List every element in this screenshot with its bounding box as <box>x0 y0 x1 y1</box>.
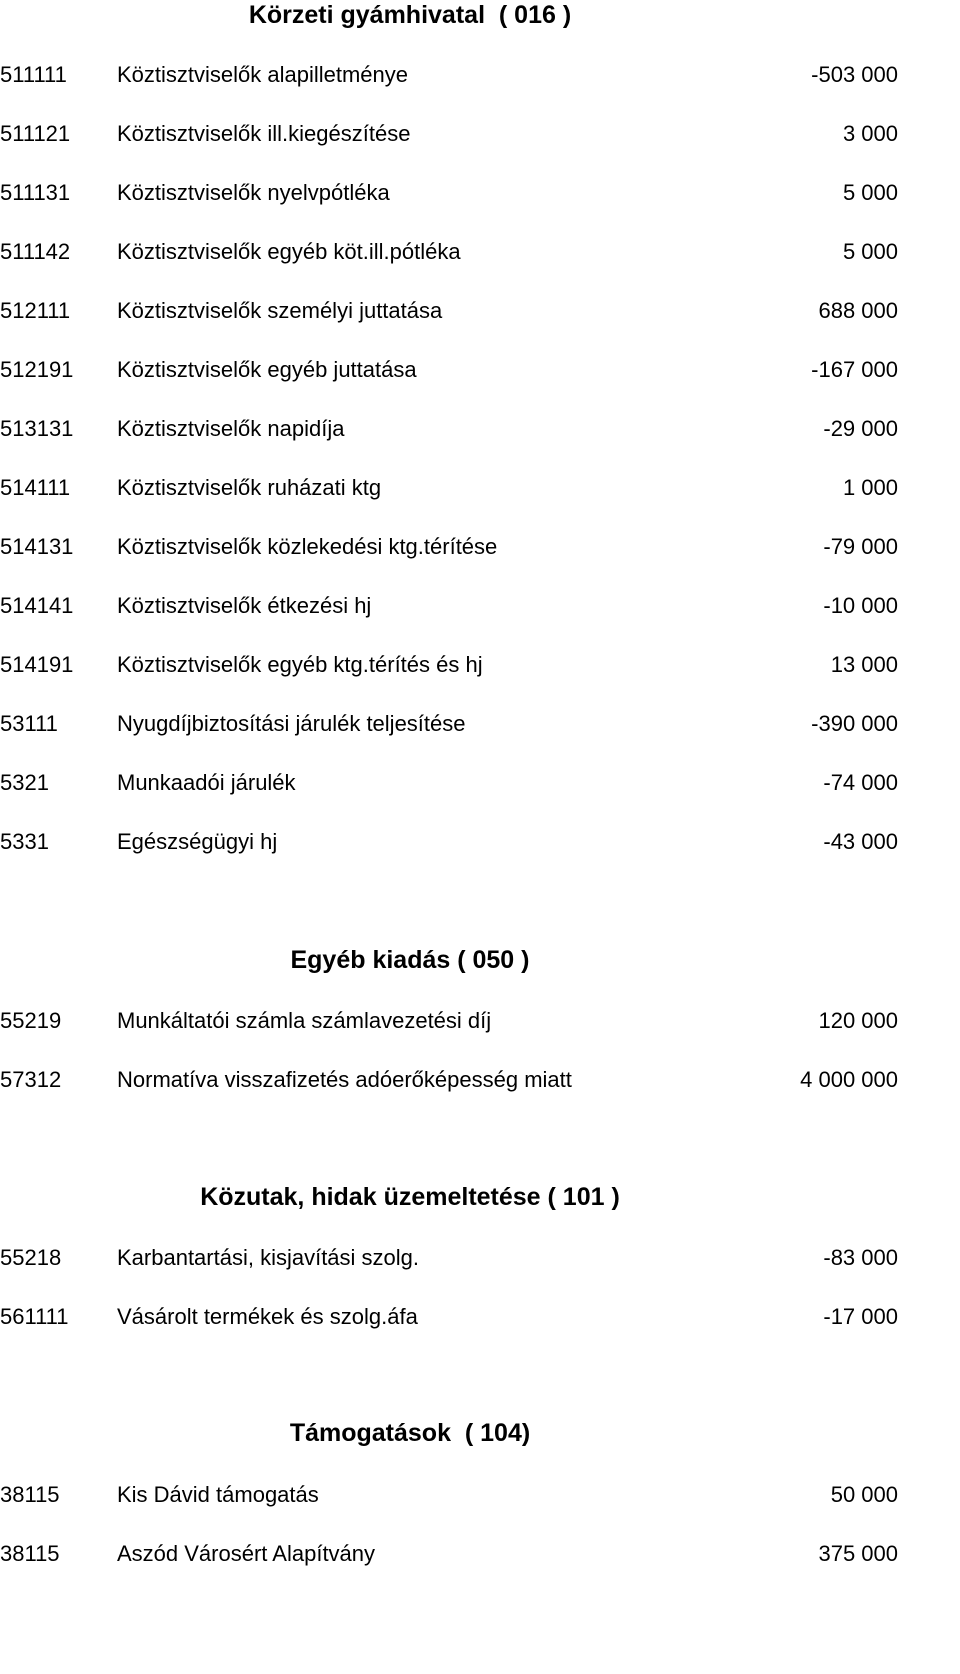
account-amount: -167 000 <box>811 357 898 382</box>
table-row <box>0 591 898 621</box>
account-code: 514141 <box>0 593 74 618</box>
account-code: 5331 <box>0 829 49 854</box>
account-amount: 4 000 000 <box>800 1067 898 1092</box>
account-code: 38115 <box>0 1482 60 1507</box>
account-description: Köztisztviselők egyéb juttatása <box>117 357 417 382</box>
account-amount: -29 000 <box>823 416 898 441</box>
account-description: Köztisztviselők napidíja <box>117 416 345 441</box>
account-description: Köztisztviselők alapilletménye <box>117 62 409 87</box>
account-code: 511142 <box>0 239 71 264</box>
account-amount: 3 000 <box>842 121 898 146</box>
account-description: Köztisztviselők egyéb köt.ill.pótléka <box>117 239 461 264</box>
table-row <box>0 1480 898 1510</box>
account-code: 514111 <box>0 475 71 500</box>
section-title-egyeb-kiadas: Egyéb kiadás ( 050 ) <box>290 946 530 974</box>
account-amount: 13 000 <box>830 652 898 677</box>
account-amount: 375 000 <box>818 1541 898 1566</box>
account-description: Aszód Városért Alapítvány <box>117 1541 376 1566</box>
table-row <box>0 1065 898 1095</box>
account-amount: -17 000 <box>823 1304 898 1329</box>
table-row <box>0 768 898 798</box>
account-amount: -390 000 <box>811 711 898 736</box>
account-amount: -10 000 <box>823 593 898 618</box>
account-description: Köztisztviselők nyelvpótléka <box>117 180 390 205</box>
account-code: 511111 <box>0 62 67 87</box>
account-amount: -74 000 <box>823 770 898 795</box>
account-code: 511121 <box>0 121 71 146</box>
table-row <box>0 532 898 562</box>
table-row <box>0 178 898 208</box>
table-row <box>0 650 898 680</box>
account-amount: -79 000 <box>823 534 898 559</box>
account-code: 512191 <box>0 357 74 382</box>
section-title-tamogatasok: Támogatások ( 104) <box>289 1419 531 1447</box>
account-code: 5321 <box>0 770 49 795</box>
account-description: Köztisztviselők személyi juttatása <box>117 298 443 323</box>
account-description: Egészségügyi hj <box>117 829 278 854</box>
account-description: Köztisztviselők ruházati ktg <box>117 475 382 500</box>
account-amount: 5 000 <box>842 239 898 264</box>
account-description: Köztisztviselők közlekedési ktg.térítése <box>117 534 498 559</box>
account-code: 512111 <box>0 298 71 323</box>
account-description: Nyugdíjbiztosítási járulék teljesítése <box>117 711 466 736</box>
account-amount: 688 000 <box>818 298 898 323</box>
account-description: Köztisztviselők ill.kiegészítése <box>117 121 411 146</box>
section-title-gyamhivatal: Körzeti gyámhivatal ( 016 ) <box>248 1 572 29</box>
table-row <box>0 60 898 90</box>
table-row <box>0 296 898 326</box>
account-code: 513131 <box>0 416 74 441</box>
account-amount: 5 000 <box>842 180 898 205</box>
account-code: 511131 <box>0 180 71 205</box>
account-amount: -83 000 <box>823 1245 898 1270</box>
account-code: 57312 <box>0 1067 62 1092</box>
account-code: 53111 <box>0 711 58 736</box>
account-description: Munkaadói járulék <box>117 770 296 795</box>
account-code: 55219 <box>0 1008 62 1033</box>
account-amount: -43 000 <box>823 829 898 854</box>
account-description: Karbantartási, kisjavítási szolg. <box>117 1245 420 1270</box>
table-row <box>0 1539 898 1569</box>
table-row <box>0 1243 898 1273</box>
account-code: 561111 <box>0 1304 69 1329</box>
table-row <box>0 473 898 503</box>
account-amount: 50 000 <box>830 1482 898 1507</box>
table-row <box>0 1006 898 1036</box>
account-description: Vásárolt termékek és szolg.áfa <box>117 1304 418 1329</box>
account-code: 55218 <box>0 1245 62 1270</box>
table-row <box>0 414 898 444</box>
table-row <box>0 709 898 739</box>
account-amount: 120 000 <box>818 1008 898 1033</box>
table-row <box>0 827 898 857</box>
table-row <box>0 119 898 149</box>
account-description: Kis Dávid támogatás <box>117 1482 319 1507</box>
account-code: 38115 <box>0 1541 60 1566</box>
table-row <box>0 237 898 267</box>
section-title-kozutak: Közutak, hidak üzemeltetése ( 101 ) <box>200 1183 620 1211</box>
table-row <box>0 1302 898 1332</box>
account-description: Normatíva visszafizetés adóerőképesség miatt <box>117 1067 572 1092</box>
table-row <box>0 355 898 385</box>
account-amount: 1 000 <box>842 475 898 500</box>
account-code: 514131 <box>0 534 74 559</box>
account-amount: -503 000 <box>811 62 898 87</box>
account-description: Munkáltatói számla számlavezetési díj <box>117 1008 492 1033</box>
account-code: 514191 <box>0 652 74 677</box>
account-description: Köztisztviselők egyéb ktg.térítés és hj <box>117 652 483 677</box>
account-description: Köztisztviselők étkezési hj <box>117 593 372 618</box>
